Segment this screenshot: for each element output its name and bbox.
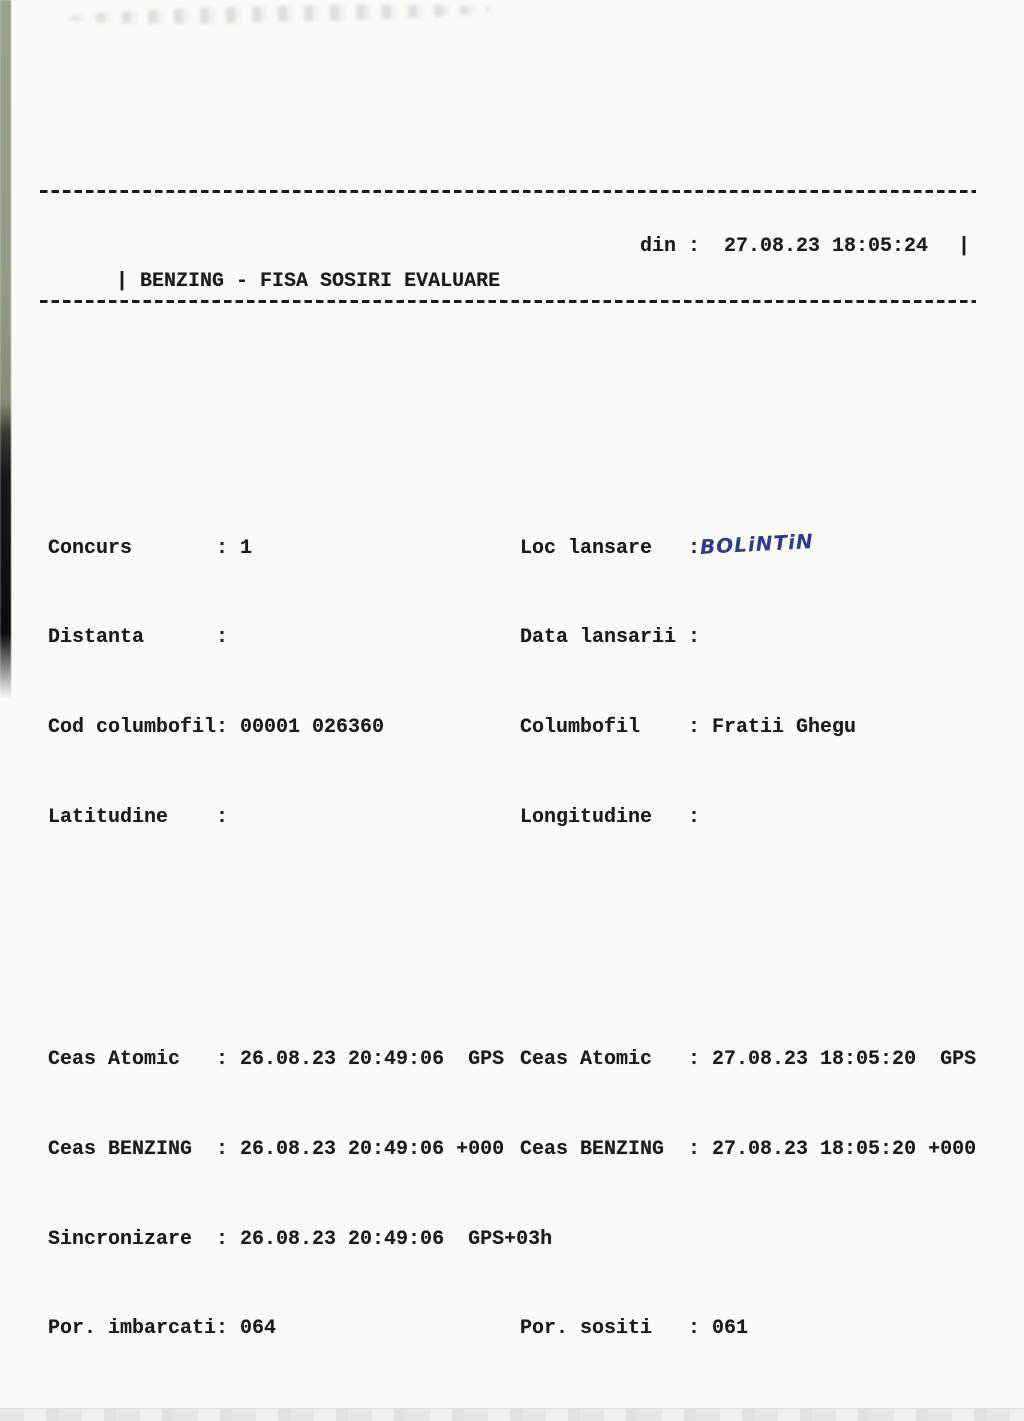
info-line (48, 528, 976, 560)
scan-edge-artifact (0, 0, 11, 720)
clock-right: Por. sositi : 061 (520, 1317, 749, 1341)
page-title: | BENZING - FISA SOSIRI EVALUARE (116, 270, 501, 293)
info-right: Loc lansare : (520, 536, 701, 560)
clock-left: Ceas BENZING : 26.08.23 20:49:06 +000 (48, 1137, 505, 1161)
info-left: Concurs : 1 (48, 536, 253, 560)
clock-info (40, 960, 976, 1386)
clock-line (48, 1318, 976, 1340)
clock-line (48, 1229, 976, 1251)
clock-left: Por. imbarcati: 064 (48, 1317, 277, 1341)
scan-bottom-artifact (0, 1408, 1024, 1421)
print-datetime: din : 27.08.23 18:05:24 (640, 235, 929, 258)
clock-right: Ceas BENZING : 27.08.23 18:05:20 +000 (520, 1137, 977, 1161)
divider (40, 300, 976, 303)
clock-line (48, 1049, 976, 1071)
title-right-bar: | (957, 235, 970, 258)
info-line (48, 627, 976, 649)
info-right: Longitudine : (520, 805, 701, 829)
handwritten-release-site: BOLiNTiN (699, 528, 815, 559)
clock-line (48, 1139, 976, 1161)
document (40, 0, 976, 1421)
clock-left: Sincronizare : 26.08.23 20:49:06 GPS+03h (48, 1227, 553, 1251)
title-box (40, 154, 976, 339)
clock-right: Ceas Atomic : 27.08.23 18:05:20 GPS (520, 1048, 977, 1072)
info-right: Data lansarii : (520, 626, 701, 650)
info-left: Cod columbofil: 00001 026360 (48, 715, 385, 739)
info-line (48, 807, 976, 829)
info-line (48, 717, 976, 739)
info-left: Distanta : (48, 626, 229, 650)
info-right: Columbofil : Fratii Ghegu (520, 715, 857, 739)
clock-left: Ceas Atomic : 26.08.23 20:49:06 GPS (48, 1048, 505, 1072)
divider (40, 190, 976, 193)
info-left: Latitudine : (48, 805, 229, 829)
title-row (40, 229, 976, 293)
contest-info (40, 445, 976, 874)
